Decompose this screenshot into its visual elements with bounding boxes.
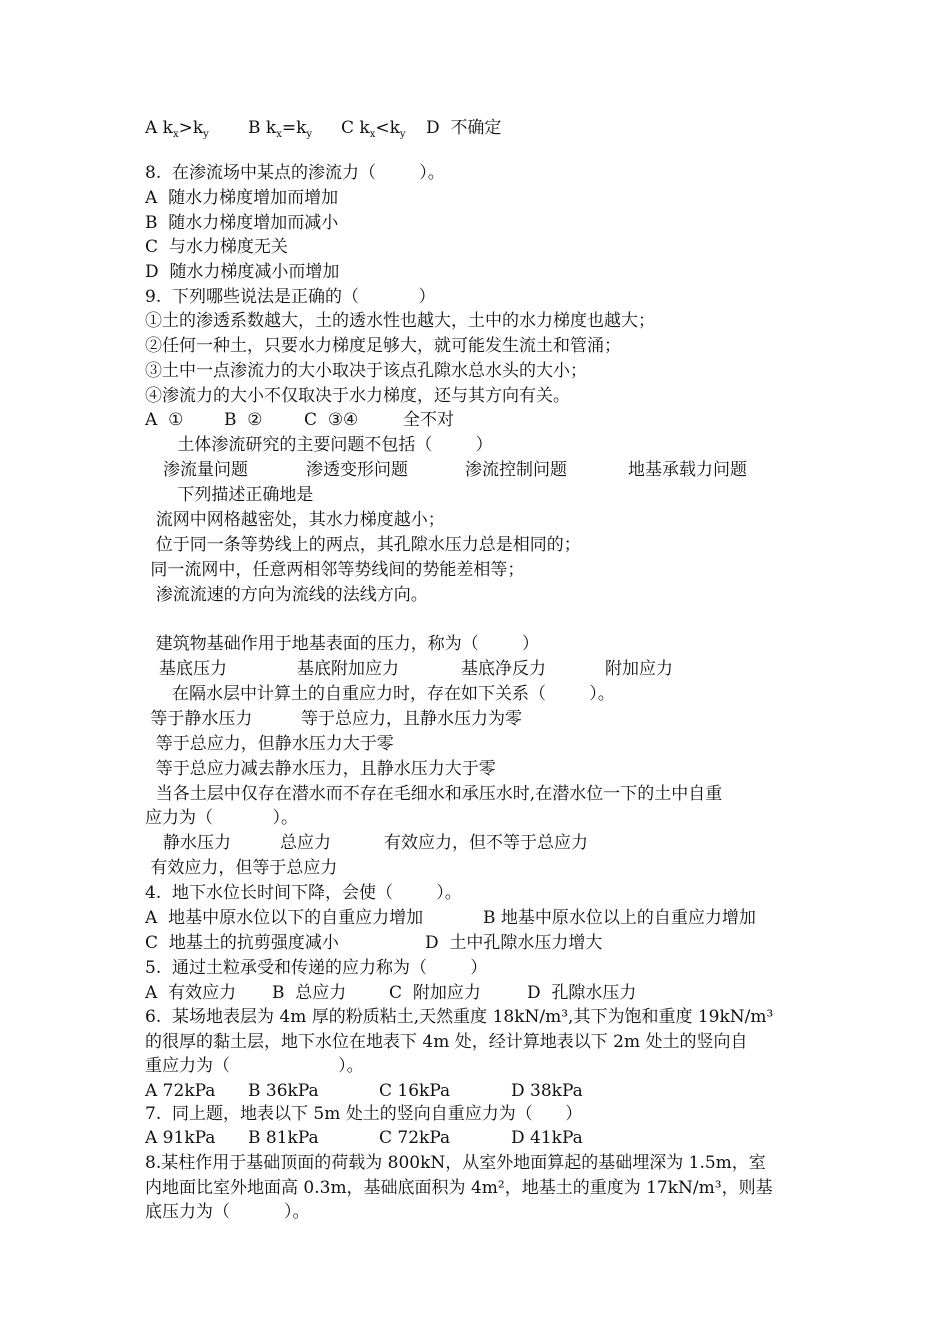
option-a: A 地基中原水位以下的自重应力增加 [145, 908, 424, 928]
option-c: C 地基土的抗剪强度减小 [145, 933, 339, 953]
option-b: B 总应力 [272, 983, 347, 1003]
option-line: 等于总应力减去静水压力，且静水压力大于零 [145, 759, 496, 779]
option-line: 总应力 [280, 833, 331, 853]
question-stem: 建筑物基础作用于地基表面的压力，称为（ ） [145, 634, 540, 654]
statement-line: ④渗流力的大小不仅取决于水力梯度，还与其方向有关。 [145, 386, 570, 406]
option-a: A 72kPa [145, 1081, 216, 1101]
question-stem: 土体渗流研究的主要问题不包括（ ） [145, 435, 493, 455]
option-d: D 孔隙水压力 [527, 983, 637, 1003]
option-c: C 72kPa [379, 1128, 451, 1148]
option-line: C 与水力梯度无关 [145, 237, 288, 257]
option-a: A 有效应力 [145, 983, 237, 1003]
question-5-stem: 5. 通过土粒承受和传递的应力称为（ ） [145, 958, 488, 978]
option-d: D 41kPa [511, 1128, 583, 1148]
option-line: 有效应力，但不等于总应力 [384, 833, 588, 853]
option-line: D 随水力梯度减小而增加 [145, 262, 340, 282]
question-6-stem: 6. 某场地表层为 4m 厚的粉质粘土,天然重度 18kN/m³,其下为饱和重度 19kN/m³ [145, 1007, 774, 1027]
question-7-stem: 7. 同上题，地表以下 5m 处土的竖向自重应力为（ ） [145, 1104, 583, 1124]
option-a: A 91kPa [145, 1128, 216, 1148]
option-line: 基底净反力 [461, 659, 546, 679]
option-line: 渗流控制问题 [465, 460, 567, 480]
option-line: 渗流量问题 [163, 460, 248, 480]
statement-line: ③土中一点渗流力的大小取决于该点孔隙水总水头的大小； [145, 361, 587, 381]
question-8-stem: 内地面比室外地面高 0.3m，基础底面积为 4m²，地基土的重度为 17kN/m³，则基 [145, 1178, 773, 1198]
question-8-stem: 底压力为（ ）。 [145, 1202, 310, 1222]
option-c: C 附加应力 [389, 983, 481, 1003]
question-stem: 应力为（ ）。 [145, 808, 298, 828]
option-c: C $k_x<k_y$ [341, 118, 406, 140]
option-b: B ② [224, 410, 263, 430]
option-line: 基底附加应力 [297, 659, 399, 679]
question-stem: 下列描述正确地是 [145, 485, 314, 505]
option-line: 同一流网中，任意两相邻等势线间的势能差相等； [145, 560, 525, 580]
option-line: 地基承载力问题 [628, 460, 747, 480]
question-stem: 当各土层中仅存在潜水而不存在毛细水和承压水时,在潜水位一下的土中自重 [145, 784, 723, 804]
option-line: A 随水力梯度增加而增加 [145, 188, 339, 208]
option-line: 渗流流速的方向为流线的法线方向。 [145, 585, 428, 605]
option-d: 全不对 [403, 410, 454, 430]
option-line: 等于总应力，但静水压力大于零 [145, 734, 394, 754]
option-line: 基底压力 [159, 659, 227, 679]
option-line: 流网中网格越密处，其水力梯度越小； [145, 510, 445, 530]
question-stem: 在隔水层中计算土的自重应力时，存在如下关系（ ）。 [145, 684, 615, 704]
question-6-stem: 的很厚的黏土层，地下水位在地表下 4m 处，经计算地表以下 2m 处土的竖向自 [145, 1032, 748, 1052]
question-4-stem: 4. 地下水位长时间下降，会使（ ）。 [145, 883, 462, 903]
option-line: 附加应力 [605, 659, 673, 679]
option-d: D 38kPa [511, 1081, 583, 1101]
option-line: 静水压力 [163, 833, 231, 853]
option-line: 位于同一条等势线上的两点，其孔隙水压力总是相同的； [145, 535, 581, 555]
statement-line: ②任何一种土，只要水力梯度足够大，就可能发生流土和管涌； [145, 336, 621, 356]
option-a: A ① [145, 410, 184, 430]
option-c: C ③④ [304, 410, 359, 430]
statement-line: ①土的渗透系数越大，土的透水性也越大，土中的水力梯度也越大； [145, 311, 655, 331]
option-d: D 土中孔隙水压力增大 [425, 933, 603, 953]
option-line: 渗透变形问题 [306, 460, 408, 480]
option-a: A $k_x>k_y$ [145, 118, 209, 140]
option-c: C 16kPa [379, 1081, 451, 1101]
option-line: 等于静水压力 等于总应力，且静水压力为零 [145, 709, 523, 729]
option-d: D 不确定 [426, 118, 502, 138]
option-b: B 81kPa [248, 1128, 319, 1148]
question-9-stem: 9. 下列哪些说法是正确的（ ） [145, 287, 436, 307]
option-b: B 地基中原水位以上的自重应力增加 [483, 908, 756, 928]
option-line: 有效应力，但等于总应力 [145, 858, 338, 878]
option-b: B $k_x=k_y$ [248, 118, 313, 140]
question-8-stem: 8. 在渗流场中某点的渗流力（ ）。 [145, 163, 445, 183]
option-line: B 随水力梯度增加而减小 [145, 213, 339, 233]
option-b: B 36kPa [248, 1081, 319, 1101]
question-6-stem: 重应力为（ ）。 [145, 1056, 364, 1076]
question-8-stem: 8.某柱作用于基础顶面的荷载为 800kN，从室外地面算起的基础埋深为 1.5m，室 [145, 1153, 766, 1173]
